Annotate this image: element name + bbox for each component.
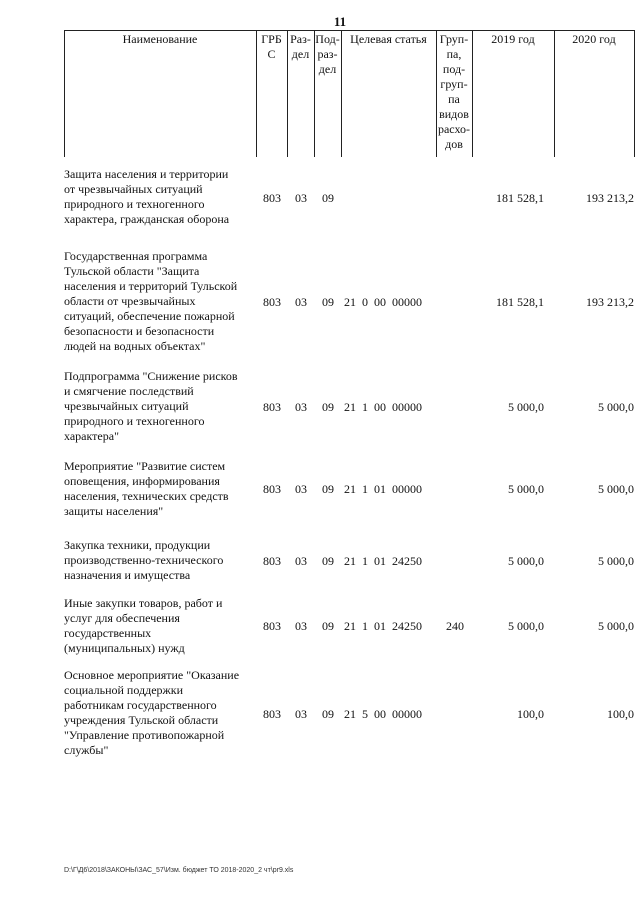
row-group: 240 bbox=[446, 619, 464, 633]
row-name: Мероприятие "Развитие систем оповещения, информирования населения, технических средств защиты населения" bbox=[64, 459, 229, 518]
row-podrazdel: 09 bbox=[322, 482, 334, 496]
row-name: Основное мероприятие "Оказание социальной поддержки работникам государственного учреждения Тульской области "Управление противопожарной службы" bbox=[64, 668, 240, 757]
row-target: 21 1 00 00000 bbox=[344, 400, 422, 414]
row-target: 21 1 01 00000 bbox=[344, 482, 422, 496]
row-2019: 181 528,1 bbox=[496, 295, 544, 309]
header-2020: 2020 год bbox=[572, 32, 616, 46]
row-name: Подпрограмма "Снижение рисков и смягчение последствий чрезвычайных ситуаций природного и техногенного характера" bbox=[64, 369, 238, 443]
row-2020: 5 000,0 bbox=[598, 619, 634, 633]
header-target: Целевая статья bbox=[350, 32, 427, 46]
row-2020: 5 000,0 bbox=[598, 400, 634, 414]
row-name: Государственная программа Тульской области "Защита населения и территорий Тульской области от чрезвычайных ситуаций, обеспечение пожарной безопасности и безопасности людей на водных объектах" bbox=[64, 249, 238, 353]
row-2020: 5 000,0 bbox=[598, 482, 634, 496]
header-2019: 2019 год bbox=[491, 32, 535, 46]
row-grbs: 803 bbox=[263, 482, 281, 496]
row-podrazdel: 09 bbox=[322, 619, 334, 633]
row-razdel: 03 bbox=[295, 619, 307, 633]
row-2019: 5 000,0 bbox=[508, 400, 544, 414]
header-razdel: Раз- дел bbox=[290, 32, 311, 61]
row-2020: 5 000,0 bbox=[598, 554, 634, 568]
row-podrazdel: 09 bbox=[322, 191, 334, 205]
row-2019: 5 000,0 bbox=[508, 554, 544, 568]
row-2019: 100,0 bbox=[517, 707, 544, 721]
row-grbs: 803 bbox=[263, 707, 281, 721]
row-name: Закупка техники, продукции производственно-технического назначения и имущества bbox=[64, 538, 224, 582]
row-2019: 5 000,0 bbox=[508, 482, 544, 496]
row-podrazdel: 09 bbox=[322, 707, 334, 721]
row-2019: 5 000,0 bbox=[508, 619, 544, 633]
row-razdel: 03 bbox=[295, 554, 307, 568]
row-razdel: 03 bbox=[295, 400, 307, 414]
header-group: Груп- па, под- груп- па видов расхо- дов bbox=[437, 32, 471, 151]
row-grbs: 803 bbox=[263, 619, 281, 633]
page-number: 11 bbox=[333, 14, 347, 29]
row-2020: 100,0 bbox=[607, 707, 634, 721]
header-name: Наименование bbox=[122, 32, 198, 46]
row-target: 21 1 01 24250 bbox=[344, 619, 422, 633]
row-target: 21 0 00 00000 bbox=[344, 295, 422, 309]
row-razdel: 03 bbox=[295, 482, 307, 496]
row-name: Иные закупки товаров, работ и услуг для обеспечения государственных (муниципальных) нужд bbox=[64, 596, 223, 655]
row-grbs: 803 bbox=[263, 400, 281, 414]
row-razdel: 03 bbox=[295, 707, 307, 721]
row-podrazdel: 09 bbox=[322, 400, 334, 414]
row-grbs: 803 bbox=[263, 191, 281, 205]
row-podrazdel: 09 bbox=[322, 554, 334, 568]
header-podrazdel: Под- раз- дел bbox=[315, 32, 340, 76]
row-name: Защита населения и территории от чрезвычайных ситуаций природного и техногенного характера, гражданская оборона bbox=[64, 167, 230, 226]
row-target: 21 1 01 24250 bbox=[344, 554, 422, 568]
header-grbs: ГРБ С bbox=[261, 32, 282, 61]
row-target: 21 5 00 00000 bbox=[344, 707, 422, 721]
row-grbs: 803 bbox=[263, 554, 281, 568]
row-2019: 181 528,1 bbox=[496, 191, 544, 205]
row-podrazdel: 09 bbox=[322, 295, 334, 309]
row-2020: 193 213,2 bbox=[586, 191, 634, 205]
row-razdel: 03 bbox=[295, 191, 307, 205]
row-razdel: 03 bbox=[295, 295, 307, 309]
footer-file-path: D:\Г\Д6\2018\ЗАКОНЫ\ЗАС_57\Изм. бюджет ТО 2018-2020_2 чт\pr9.xls bbox=[64, 867, 294, 874]
row-grbs: 803 bbox=[263, 295, 281, 309]
row-2020: 193 213,2 bbox=[586, 295, 634, 309]
